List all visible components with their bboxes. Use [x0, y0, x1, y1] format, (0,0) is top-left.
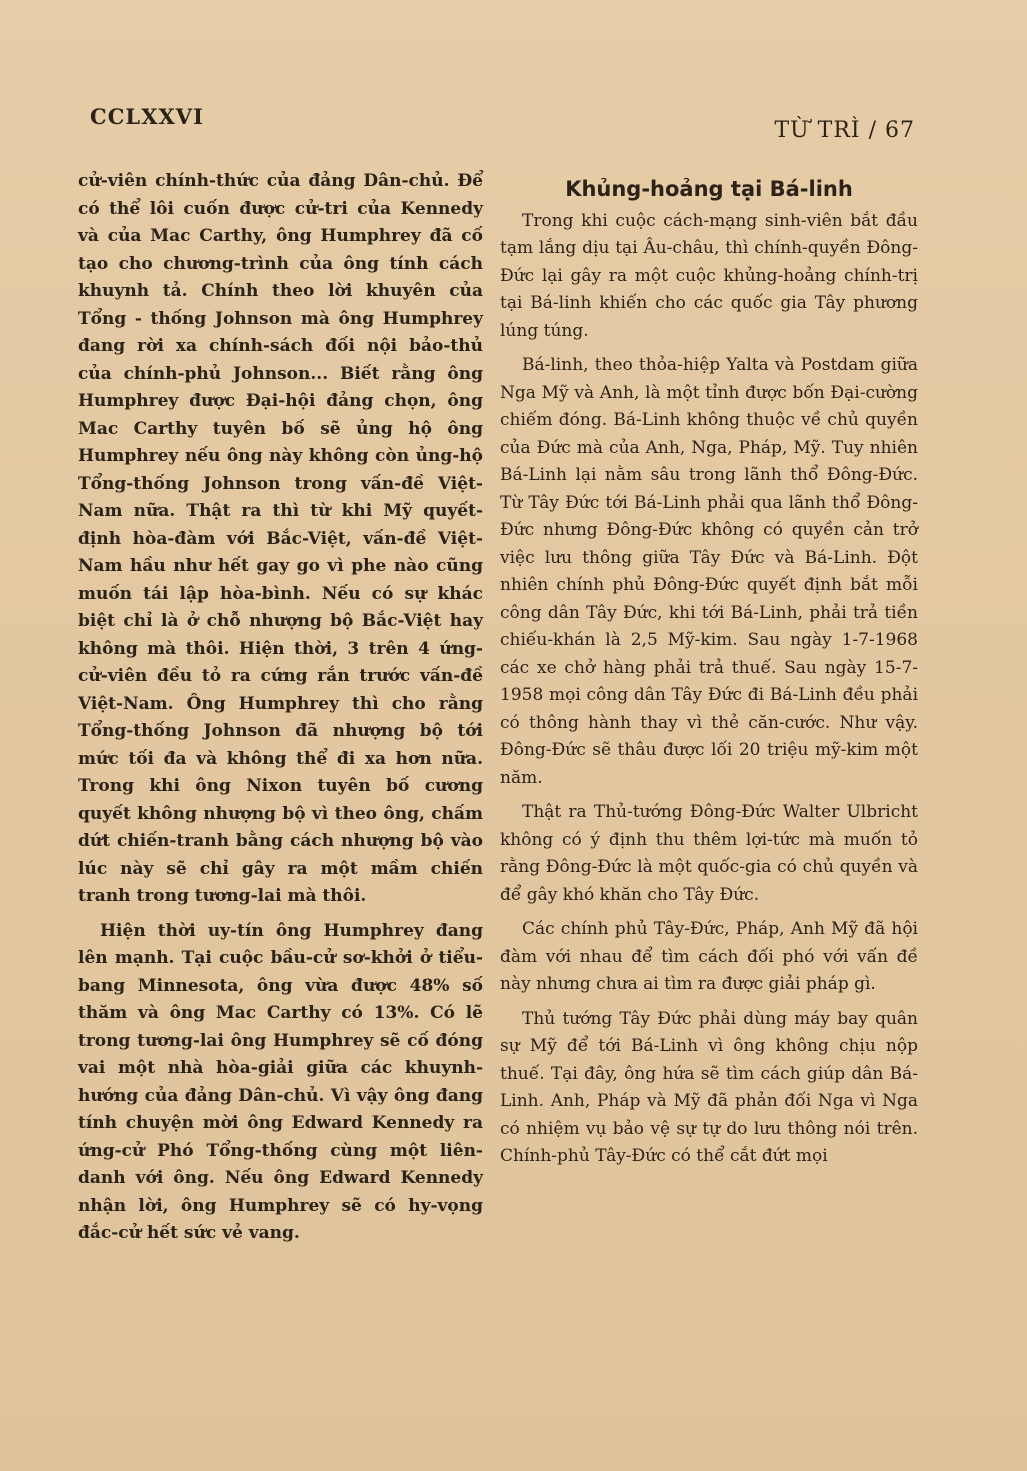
- page-header-left: CCLXXVI: [90, 104, 204, 129]
- paragraph: Bá-linh, theo thỏa-hiệp Yalta và Postdam giữa Nga Mỹ và Anh, là một tỉnh được bốn Đại-cường chiếm đóng. Bá-Linh không thuộc về chủ quyền của Đức mà của Anh, Nga, Pháp, Mỹ. Tuy nhiên Bá-Linh lại nằm sâu trong lãnh thổ Đông-Đức. Từ Tây Đức tới Bá-Linh phải qua lãnh thổ Đông-Đức nhưng Đông-Đức không có quyền cản trở việc lưu thông giữa Tây Đức và Bá-Linh. Đột nhiên chính phủ Đông-Đức quyết định bắt mỗi công dân Tây Đức, khi tới Bá-Linh, phải trả tiền chiếu-khán là 2,5 Mỹ-kim. Sau ngày 1-7-1968 các xe chở hàng phải trả thuế. Sau ngày 15-7-1958 mọi công dân Tây Đức đi Bá-Linh đều phải có thông hành thay vì thẻ căn-cước. Như vậy. Đông-Đức sẽ thâu được lối 20 triệu mỹ-kim một năm.: [500, 355, 918, 788]
- page-header-right: TỪ TRÌ / 67: [774, 118, 915, 143]
- paragraph: Các chính phủ Tây-Đức, Pháp, Anh Mỹ đã hội đàm với nhau để tìm cách đối phó với vấn đề này nhưng chưa ai tìm ra được giải pháp gì.: [500, 919, 918, 994]
- paragraph: cử-viên chính-thức của đảng Dân-chủ. Để có thể lôi cuốn được cử-tri của Kennedy và của Mac Carthy, ông Humphrey đã cố tạo cho chương-trình của ông tính cách khuynh tả. Chính theo lời khuyên của Tổng - thống Johnson mà ông Humphrey đang rời xa chính-sách đối nội bảo-thủ của chính-phủ Johnson... Biết rằng ông Humphrey được Đại-hội đảng chọn, ông Mac Carthy tuyên bố sẽ ủng hộ ông Humphrey nếu ông này không còn ủng-hộ Tổng-thống Johnson trong vấn-đề Việt-Nam nữa. Thật ra thì từ khi Mỹ quyết-định hòa-đàm với Bắc-Việt, vấn-đề Việt-Nam hầu như hết gay go vì phe nào cũng muốn tái lập hòa-bình. Nếu có sự khác biệt chỉ là ở chỗ nhượng bộ Bắc-Việt hay không mà thôi. Hiện thời, 3 trên 4 ứng-cử-viên đều tỏ ra cứng rắn trước vấn-đề Việt-Nam. Ông Humphrey thì cho rằng Tổng-thống Johnson đã nhượng bộ tới mức tối đa và không thể đi xa hơn nữa. Trong khi ông Nixon tuyên bố cương quyết không nhượng bộ vì theo ông, chấm dứt chiến-tranh bằng cách nhượng bộ vào lúc này sẽ chỉ gây ra một mầm chiến tranh trong tương-lai mà thôi.: [78, 171, 483, 906]
- paragraph: Thủ tướng Tây Đức phải dùng máy bay quân sự Mỹ để tới Bá-Linh vì ông không chịu nộp thuế. Tại đây, ông hứa sẽ tìm cách giúp dân Bá-Linh. Anh, Pháp và Mỹ đã phản đối Nga vì Nga có nhiệm vụ bảo vệ sự tự do lưu thông nói trên. Chính-phủ Tây-Đức có thể cắt đứt mọi: [500, 1008, 918, 1166]
- paragraph: Hiện thời uy-tín ông Humphrey đang lên mạnh. Tại cuộc bầu-cử sơ-khởi ở tiểu-bang Minnesota, ông vừa được 48% số thăm và ông Mac Carthy có 13%. Có lẽ trong tương-lai ông Humphrey sẽ cố đóng vai một nhà hòa-giải giữa các khuynh-hướng của đảng Dân-chủ. Vì vậy ông đang tính chuyện mời ông Edward Kennedy ra ứng-cử Phó Tổng-thống cùng một liên-danh với ông. Nếu ông Edward Kennedy nhận lời, ông Humphrey sẽ có hy-vọng đắc-cử hết sức vẻ vang.: [78, 920, 483, 1243]
- paragraph: Thật ra Thủ-tướng Đông-Đức Walter Ulbricht không có ý định thu thêm lợi-tức mà muốn tỏ rằng Đông-Đức là một quốc-gia có chủ quyền và để gây khó khăn cho Tây Đức.: [500, 802, 918, 905]
- left-column: [78, 168, 483, 1255]
- section-heading: Khủng-hoảng tại Bá-linh: [565, 177, 853, 201]
- right-column: [500, 176, 918, 1178]
- paragraph: Trong khi cuộc cách-mạng sinh-viên bắt đầu tạm lắng dịu tại Âu-châu, thì chính-quyền Đông-Đức lại gây ra một cuộc khủng-hoảng chính-trị tại Bá-linh khiến cho các quốc gia Tây phương lúng túng.: [500, 210, 918, 341]
